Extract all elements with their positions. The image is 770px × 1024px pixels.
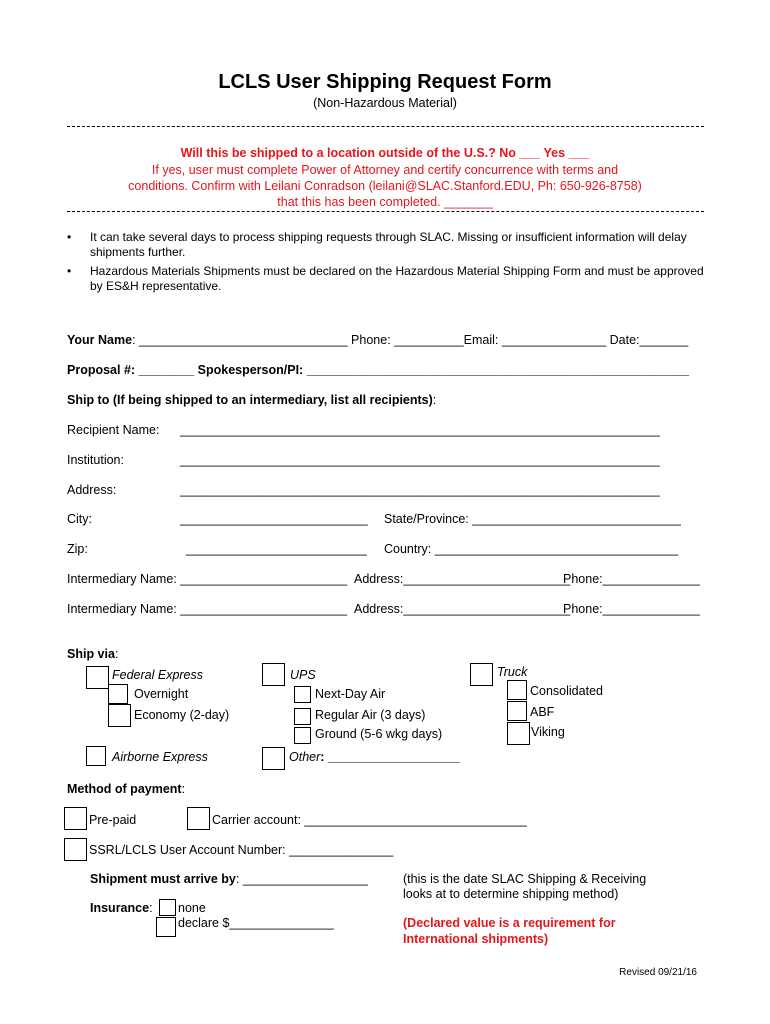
other-field[interactable] — [289, 750, 460, 764]
ship-via-heading — [67, 647, 118, 661]
next-day-label: Next-Day Air — [315, 687, 386, 701]
intermediary-phone-field[interactable]: Phone:______________ — [563, 572, 700, 586]
intermediary-name-field[interactable]: Intermediary Name: ________________________ — [67, 572, 348, 586]
fedex-label: Federal Express — [112, 668, 204, 682]
revised-date: Revised 09/21/16 — [619, 967, 697, 978]
city-field[interactable]: ___________________________ — [180, 512, 368, 526]
other-label: Other — [289, 750, 321, 764]
divider-top — [67, 126, 704, 127]
insurance-none-checkbox[interactable] — [159, 899, 176, 916]
carrier-field[interactable]: Carrier account: ________________________________ — [212, 813, 527, 827]
ship-to-heading — [67, 393, 436, 407]
state-field[interactable]: State/Province: ______________________________ — [384, 512, 681, 526]
consolidated-checkbox[interactable] — [507, 680, 527, 700]
regular-air-checkbox[interactable] — [294, 708, 311, 725]
notice-list — [67, 230, 707, 298]
next-day-checkbox[interactable] — [294, 686, 311, 703]
address-field[interactable]: _____________________________________________________________________ — [180, 483, 660, 497]
proposal-line[interactable]: Proposal #: ________ Spokesperson/PI: _______________________________________________________ — [67, 363, 690, 377]
ground-label: Ground (5-6 wkg days) — [315, 727, 443, 741]
form-title: LCLS User Shipping Request Form — [218, 71, 552, 93]
zip-field[interactable]: __________________________ — [186, 542, 367, 556]
recipient-field[interactable]: _____________________________________________________________________ — [180, 423, 660, 437]
truck-checkbox[interactable] — [470, 663, 493, 686]
arrive-note-line-1: (this is the date SLAC Shipping & Receiving — [403, 872, 647, 886]
payment-heading — [67, 782, 185, 796]
insurance-colon: : — [149, 901, 153, 915]
ups-checkbox[interactable] — [262, 663, 285, 686]
overnight-checkbox[interactable] — [108, 684, 128, 704]
economy-label: Economy (2-day) — [134, 708, 230, 722]
ship-to-heading-text: Ship to (If being shipped to an intermediary, list all recipients) — [67, 393, 433, 407]
payment-colon: : — [181, 782, 186, 796]
city-label: City: — [67, 512, 92, 526]
ups-label: UPS — [290, 668, 316, 682]
warning-line-1: If yes, user must complete Power of Attorney and certify concurrence with terms and — [151, 163, 619, 177]
intermediary-phone-field[interactable]: Phone:______________ — [563, 602, 700, 616]
address-label: Address: — [67, 483, 117, 497]
abf-checkbox[interactable] — [507, 701, 527, 721]
ssrl-field[interactable]: SSRL/LCLS User Account Number: _______________ — [89, 843, 394, 857]
form-subtitle: (Non-Hazardous Material) — [313, 96, 457, 110]
zip-label: Zip: — [67, 542, 88, 556]
notice-text: Hazardous Materials Shipments must be declared on the Hazardous Material Shipping Form and must be approved by ES&H representative. — [90, 264, 704, 293]
viking-label: Viking — [531, 725, 565, 739]
other-line[interactable]: : ___________________ — [320, 750, 460, 764]
international-question: Will this be shipped to a location outside of the U.S.? No ___ Yes ___ — [180, 146, 590, 160]
notice-text: It can take several days to process shipping requests through SLAC. Missing or insufficient information will delay shipments further. — [90, 230, 687, 259]
requester-fields[interactable]: : ______________________________ Phone: __________Email: _______________ Date:_______ — [132, 333, 689, 347]
arrive-by-label: Shipment must arrive by — [90, 872, 236, 886]
fedex-checkbox[interactable] — [86, 666, 109, 689]
ssrl-checkbox[interactable] — [64, 838, 87, 861]
consolidated-label: Consolidated — [530, 684, 603, 698]
insurance-none-label: none — [178, 901, 206, 915]
regular-air-label: Regular Air (3 days) — [315, 708, 426, 722]
insurance-declare-checkbox[interactable] — [156, 917, 176, 937]
airborne-label: Airborne Express — [112, 750, 208, 764]
truck-label: Truck — [497, 665, 528, 679]
notice-item — [67, 230, 707, 260]
your-name-label: Your Name — [67, 333, 133, 347]
ship-to-colon: : — [432, 393, 437, 407]
recipient-label: Recipient Name: — [67, 423, 160, 437]
intermediary-name-field[interactable]: Intermediary Name: ________________________ — [67, 602, 348, 616]
ship-via-colon: : — [114, 647, 119, 661]
institution-field[interactable]: _____________________________________________________________________ — [180, 453, 660, 467]
bullet-icon: • — [67, 264, 72, 278]
insurance-label-wrap — [90, 901, 153, 915]
insurance-label: Insurance — [90, 901, 150, 915]
other-checkbox[interactable] — [262, 747, 285, 770]
abf-label: ABF — [530, 705, 555, 719]
prepaid-checkbox[interactable] — [64, 807, 87, 830]
arrive-by-line[interactable]: : __________________ — [235, 872, 368, 886]
arrive-note-line-2: looks at to determine shipping method) — [403, 887, 619, 901]
declared-note-line-2: International shipments) — [403, 932, 549, 946]
ground-checkbox[interactable] — [294, 727, 311, 744]
divider-bottom — [67, 211, 704, 212]
overnight-label: Overnight — [134, 687, 189, 701]
arrive-by-field[interactable] — [90, 872, 368, 886]
intermediary-address-field[interactable]: Address:________________________ — [354, 602, 571, 616]
intermediary-address-field[interactable]: Address:________________________ — [354, 572, 571, 586]
warning-line-2: conditions. Confirm with Leilani Conradson (leilani@SLAC.Stanford.EDU, Ph: 650-926-8758) — [128, 179, 642, 193]
carrier-checkbox[interactable] — [187, 807, 210, 830]
prepaid-label: Pre-paid — [89, 813, 137, 827]
institution-label: Institution: — [67, 453, 124, 467]
airborne-checkbox[interactable] — [86, 746, 106, 766]
insurance-declare-field[interactable]: declare $_______________ — [178, 916, 334, 930]
notice-item — [67, 264, 707, 294]
country-field[interactable]: Country: ___________________________________ — [384, 542, 679, 556]
bullet-icon: • — [67, 230, 72, 244]
economy-checkbox[interactable] — [108, 704, 131, 727]
declared-note-line-1: (Declared value is a requirement for — [403, 916, 616, 930]
warning-line-3: that this has been completed. _______ — [277, 195, 493, 209]
payment-heading-text: Method of payment — [67, 782, 182, 796]
ship-via-heading-text: Ship via — [67, 647, 115, 661]
viking-checkbox[interactable] — [507, 722, 530, 745]
requester-line[interactable] — [67, 333, 688, 347]
